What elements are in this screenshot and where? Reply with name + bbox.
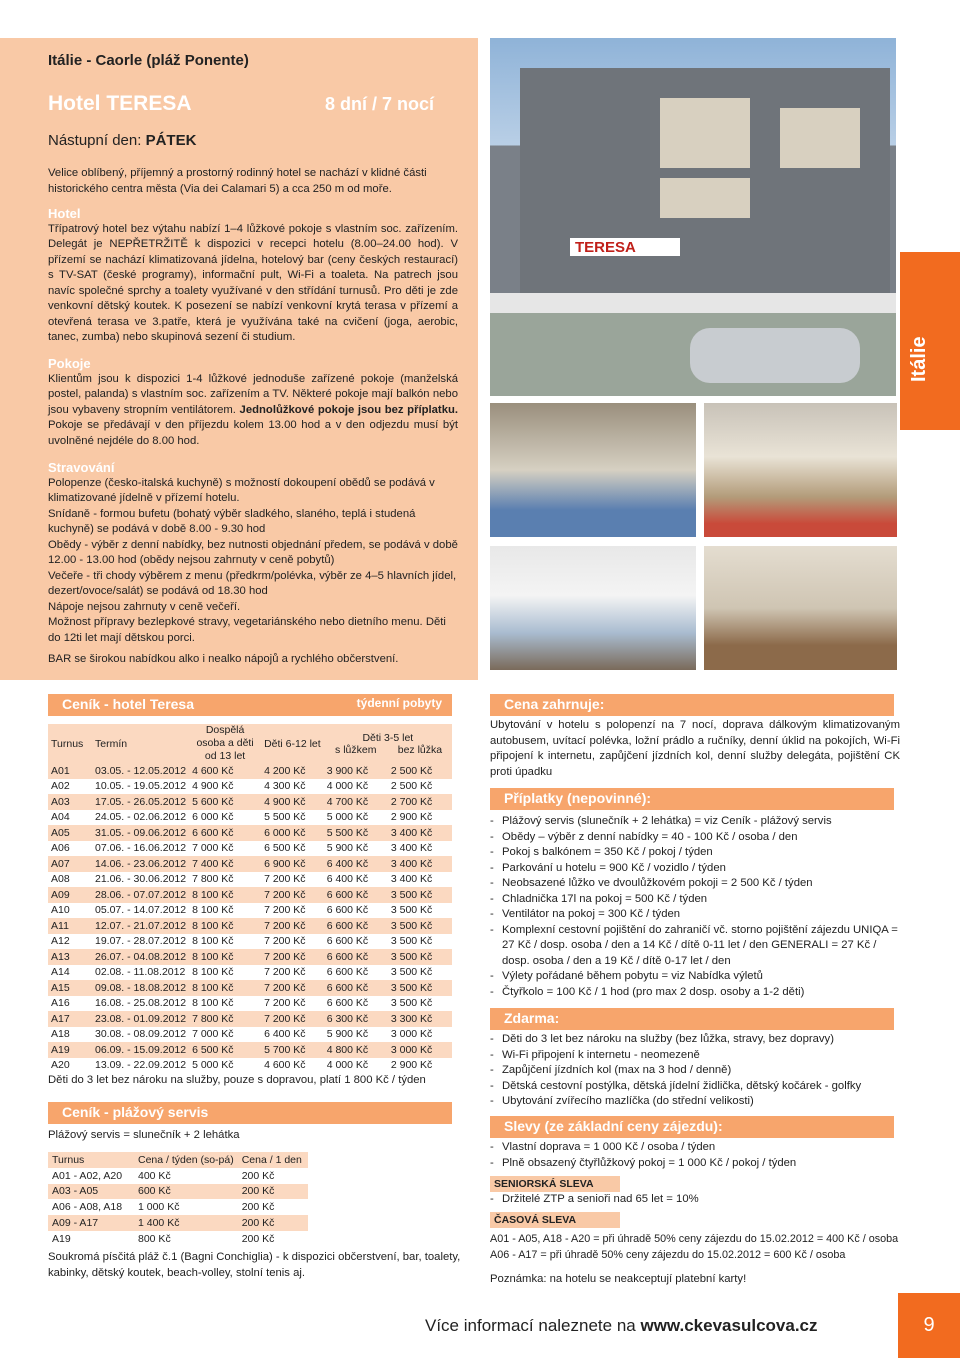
beach-row xyxy=(48,1199,308,1215)
price-cell: 7 000 Kč xyxy=(189,1027,261,1043)
list-item: - Plážový servis (slunečník + 2 lehátka) = viz Ceník - plážový servis xyxy=(490,814,900,830)
list-item: - Ventilátor na pokoj = 300 Kč / týden xyxy=(490,907,900,923)
meals-line: Večeře - tři chody výběrem z menu (předkrm/polévka, výběr ze 4–5 hlavních jídel, dezert/ovoce/salát) se podává od 18.30 hod xyxy=(48,569,457,597)
meals-line: BAR se širokou nabídkou alko i nealko nápojů a rychlého občerstvení. xyxy=(48,653,399,665)
price-cell: 3 300 Kč xyxy=(388,1011,452,1027)
price-cell: A19 xyxy=(48,1042,92,1058)
hotel-section xyxy=(48,206,458,346)
price-cell: 4 000 Kč xyxy=(324,1058,388,1074)
list-item: - Čtyřkolo = 100 Kč / 1 hod (pro max 2 dosp. osoby a 1-2 děti) xyxy=(490,985,900,1001)
price-cell: 6 600 Kč xyxy=(324,934,388,950)
price-cell: 5 000 Kč xyxy=(324,810,388,826)
price-cell: A14 xyxy=(48,965,92,981)
price-cell: 4 200 Kč xyxy=(261,763,324,779)
price-cell: 2 900 Kč xyxy=(388,810,452,826)
beach-cell: A09 - A17 xyxy=(48,1215,134,1231)
beach-cell: 600 Kč xyxy=(134,1184,238,1200)
price-table-header xyxy=(48,694,452,716)
price-cell: 5 600 Kč xyxy=(189,794,261,810)
price-cell: 14.06. - 23.06.2012 xyxy=(92,856,189,872)
beach-cell: 1 000 Kč xyxy=(138,1201,180,1214)
meals-line: Obědy - výběr z denní nabídky, bez nutnosti objednání předem, se podává v době 12.00 - 13.00 hod (obědy nejsou zahrnuty v ceně pobytů) xyxy=(48,538,458,566)
price-cell: 6 600 Kč xyxy=(324,918,388,934)
price-cell: 6 400 Kč xyxy=(324,856,388,872)
meals-heading: Stravování xyxy=(48,460,115,475)
duration: 8 dní / 7 nocí xyxy=(325,94,435,114)
hotel-sign-text: TERESA xyxy=(575,239,636,256)
price-cell: 26.07. - 04.08.2012 xyxy=(92,949,189,965)
price-row xyxy=(48,856,452,872)
price-cell: A05 xyxy=(48,825,92,841)
price-cell: 06.09. - 15.09.2012 xyxy=(92,1042,189,1058)
hotel-exterior-photo xyxy=(490,38,896,396)
price-row xyxy=(48,825,452,841)
extras-list xyxy=(490,814,900,1000)
beach-table-head xyxy=(48,1152,308,1168)
hotel-name: Hotel TERESA xyxy=(48,92,192,115)
price-cell: 10.05. - 19.05.2012 xyxy=(92,779,189,795)
price-cell: 8 100 Kč xyxy=(189,980,261,996)
price-cell: 3 500 Kč xyxy=(388,887,452,903)
price-cell: 21.06. - 30.06.2012 xyxy=(92,872,189,888)
price-row xyxy=(48,1042,452,1058)
beach-cell: 200 Kč xyxy=(241,1232,275,1245)
discounts-header xyxy=(490,1116,894,1138)
col-nobed: bez lůžka xyxy=(397,743,443,756)
list-item: - Ubytování zvířecího mazlíčka (do střední velikosti) xyxy=(490,1094,900,1110)
price-cell: 2 500 Kč xyxy=(388,779,452,795)
included-header xyxy=(490,694,894,716)
time-discount-lines xyxy=(490,1232,900,1263)
price-cell: 12.07. - 21.07.2012 xyxy=(92,918,189,934)
price-cell: 3 500 Kč xyxy=(388,965,452,981)
beach-table xyxy=(48,1152,308,1247)
extras-title: Příplatky (nepovinné): xyxy=(504,790,652,806)
beach-desc: Plážový servis = slunečník + 2 lehátka xyxy=(48,1129,240,1141)
beach-cell: A19 xyxy=(52,1232,71,1245)
price-cell: 3 400 Kč xyxy=(388,841,452,857)
price-cell: 6 900 Kč xyxy=(261,856,324,872)
beach-cell: A03 - A05 xyxy=(48,1184,134,1200)
free-title: Zdarma: xyxy=(504,1010,560,1026)
beach-table-body xyxy=(48,1168,308,1247)
price-cell: A12 xyxy=(48,934,92,950)
rooms-text-1: Klientům jsou k dispozici 1-4 lůžkové jednoduše zařízené pokoje (manželská postel, palanda) s vlastním soc. zařízením a TV. Některé pokoje mají balkón nebo jsou vybaveny stropním ventilátorem. xyxy=(48,372,458,416)
price-cell: 6 000 Kč xyxy=(261,825,324,841)
price-cell: 8 100 Kč xyxy=(189,903,261,919)
price-cell: A16 xyxy=(48,996,92,1012)
price-cell: 09.08. - 18.08.2012 xyxy=(92,980,189,996)
discounts-title: Slevy (ze základní ceny zájezdu): xyxy=(504,1118,723,1134)
price-cell: 3 500 Kč xyxy=(388,980,452,996)
beach-cell: 400 Kč xyxy=(138,1169,171,1182)
senior-discount-heading: SENIORSKÁ SLEVA xyxy=(490,1176,620,1192)
beach-row xyxy=(48,1231,308,1247)
rooms-section xyxy=(48,356,458,449)
price-cell: 3 000 Kč xyxy=(388,1042,452,1058)
list-item: - Wi-Fi připojení k internetu - neomezeně xyxy=(490,1048,900,1064)
beach-row xyxy=(48,1184,308,1200)
meals-line: Možnost přípravy bezlepkové stravy, vegetariánského nebo dietního menu. Děti do 12ti let mají dětskou porci. xyxy=(48,616,446,644)
price-cell: 3 500 Kč xyxy=(388,903,452,919)
location-title: Itálie - Caorle (pláž Ponente) xyxy=(48,52,249,69)
price-cell: 4 900 Kč xyxy=(261,794,324,810)
departure-label: Nástupní den: xyxy=(48,132,142,149)
price-cell: 8 100 Kč xyxy=(189,949,261,965)
price-cell: 8 100 Kč xyxy=(189,934,261,950)
list-item: - Neobsazené lůžko ve dvoulůžkovém pokoji = 2 500 Kč / týden xyxy=(490,876,900,892)
price-cell: 7 200 Kč xyxy=(261,1011,324,1027)
price-cell: A15 xyxy=(48,980,92,996)
price-cell: 7 200 Kč xyxy=(261,965,324,981)
price-cell: 7 200 Kč xyxy=(261,980,324,996)
list-item: - Držitelé ZTP a senioři nad 65 let = 10% xyxy=(490,1192,900,1208)
price-cell: 2 900 Kč xyxy=(388,1058,452,1074)
hotel-heading: Hotel xyxy=(48,206,81,221)
col-child-3-5-label: Děti 3-5 let xyxy=(362,731,414,744)
beach-cell: A06 - A08, A18 xyxy=(52,1201,123,1214)
footer-text xyxy=(425,1316,818,1336)
price-cell: 6 600 Kč xyxy=(324,980,388,996)
page-number: 9 xyxy=(898,1293,960,1358)
rooms-text xyxy=(48,372,458,450)
price-cell: 7 400 Kč xyxy=(189,856,261,872)
terrace-photo xyxy=(490,403,696,537)
meals-line: Snídaně - formou bufetu (bohatý výběr sladkého, slaného, teplá i studená kuchyně) se podává v době 8.00 - 9.30 hod xyxy=(48,507,416,535)
price-cell: 17.05. - 26.05.2012 xyxy=(92,794,189,810)
price-cell: 6 400 Kč xyxy=(324,872,388,888)
price-row xyxy=(48,794,452,810)
price-cell: 6 600 Kč xyxy=(324,949,388,965)
list-item: - Výlety pořádané během pobytu = viz Nabídka výletů xyxy=(490,969,900,985)
beach-cell: 800 Kč xyxy=(138,1232,171,1245)
price-cell: 6 600 Kč xyxy=(324,996,388,1012)
price-cell: 6 000 Kč xyxy=(189,810,261,826)
price-row xyxy=(48,763,452,779)
meals-line: Nápoje nejsou zahrnuty v ceně večeří. xyxy=(48,600,241,613)
price-cell: 4 900 Kč xyxy=(189,779,261,795)
price-cell: 3 400 Kč xyxy=(388,825,452,841)
rooms-text-2: Pokoje se předávají v den příjezdu kolem 13.00 hod a v den odjezdu musí být uvolněné nejdéle do 8.00 hod. xyxy=(48,419,458,447)
price-row xyxy=(48,1011,452,1027)
price-cell: 4 000 Kč xyxy=(324,779,388,795)
price-cell: A01 xyxy=(48,763,92,779)
included-title: Cena zahrnuje: xyxy=(504,696,605,712)
hotel-text: Třípatrový hotel bez výtahu nabízí 1–4 lůžkové pokoje s vlastním soc. zařízením. Delegát je NEPŘETRŽITĚ k dispozici v recepci hotelu (8.00–24.00 hod). V přízemí se nachází klimatizovaná jídelna, hotelový bar (ceny českých restaurací) s TV-SAT (české programy), informační pult, Wi-Fi a toaleta. Na patrech jsou navíc společné sprchy a toalety využívané v den střídání turnusů. Pro děti je zde venkovní dětský koutek. K posezení se nabízí venkovní krytá terasa v přízemí a otevřená terasa ve 3.patře, která je využívána také na cvičení (joga, aerobic, tanec, zumba) nebo skupinová sezení či studium. xyxy=(48,222,458,343)
list-item: - Komplexní cestovní pojištění do zahraničí vč. storno pojištění zájezdu UNIQA = 27 Kč / dosp. osoba / den a 14 Kč / dítě 0-11 let / den GENERALI = 27 Kč / dosp. osoba / den a 19 Kč / dítě 0-17 let / den xyxy=(490,923,900,970)
price-cell: 7 200 Kč xyxy=(261,996,324,1012)
list-item: - Parkování u hotelu = 900 Kč / vozidlo / týden xyxy=(490,861,900,877)
beach-header xyxy=(48,1102,452,1124)
beach-cell: 200 Kč xyxy=(238,1215,308,1231)
price-row xyxy=(48,980,452,996)
dining-room-photo xyxy=(490,546,696,670)
list-item: - Plně obsazený čtyřlůžkový pokoj = 1 000 Kč / pokoj / týden xyxy=(490,1156,900,1172)
price-cell: A10 xyxy=(48,903,92,919)
price-cell: 7 200 Kč xyxy=(261,887,324,903)
price-cell: A03 xyxy=(48,794,92,810)
price-cell: 8 100 Kč xyxy=(189,965,261,981)
time-discount-heading: ČASOVÁ SLEVA xyxy=(490,1212,620,1228)
price-cell: 8 100 Kč xyxy=(189,996,261,1012)
beach-title: Ceník - plážový servis xyxy=(62,1104,209,1120)
beach-col-turnus: Turnus xyxy=(48,1152,134,1168)
price-cell: 6 600 Kč xyxy=(324,903,388,919)
price-cell: A11 xyxy=(48,918,92,934)
price-cell: 3 000 Kč xyxy=(388,1027,452,1043)
list-item: - Obědy – výběr z denní nabídky = 40 - 100 Kč / osoba / den xyxy=(490,830,900,846)
list-item: - Zapůjčení jízdních kol (max na 3 hod / denně) xyxy=(490,1063,900,1079)
list-item: - Chladnička 17l na pokoj = 500 Kč / týden xyxy=(490,892,900,908)
price-cell: 3 400 Kč xyxy=(388,872,452,888)
list-item: - Děti do 3 let bez nároku na služby (bez lůžka, stravy, bez dopravy) xyxy=(490,1032,900,1048)
price-cell: 13.09. - 22.09.2012 xyxy=(92,1058,189,1074)
price-cell: 3 500 Kč xyxy=(388,996,452,1012)
price-cell: A02 xyxy=(48,779,92,795)
col-turnus: Turnus xyxy=(48,724,92,763)
beach-note: Soukromá písčitá pláž č.1 (Bagni Conchiglia) - k dispozici občerstvení, bar, toalety, kabinky, dětský koutek, beach-volley, stolní tenis aj. xyxy=(48,1251,461,1279)
price-table-head xyxy=(48,724,452,763)
beach-cell: A01 - A02, A20 xyxy=(52,1169,123,1182)
price-cell: 6 400 Kč xyxy=(261,1027,324,1043)
price-cell: 7 800 Kč xyxy=(189,872,261,888)
price-cell: 7 200 Kč xyxy=(261,903,324,919)
price-cell: 6 500 Kč xyxy=(261,841,324,857)
beach-col-week: Cena / týden (so-pá) xyxy=(134,1152,238,1168)
price-cell: 07.06. - 16.06.2012 xyxy=(92,841,189,857)
price-cell: 4 300 Kč xyxy=(261,779,324,795)
beach-col-day: Cena / 1 den xyxy=(238,1152,308,1168)
price-cell: A13 xyxy=(48,949,92,965)
price-row xyxy=(48,810,452,826)
footer-label: Více informací naleznete na xyxy=(425,1316,636,1335)
price-cell: 2 500 Kč xyxy=(388,763,452,779)
price-row xyxy=(48,1058,452,1074)
departure xyxy=(48,132,196,149)
discounts-list xyxy=(490,1140,900,1171)
price-row xyxy=(48,872,452,888)
price-cell: 6 500 Kč xyxy=(189,1042,261,1058)
price-row xyxy=(48,996,452,1012)
price-cell: 5 700 Kč xyxy=(261,1042,324,1058)
meals-section xyxy=(48,460,458,668)
price-cell: 30.08. - 08.09.2012 xyxy=(92,1027,189,1043)
price-row xyxy=(48,949,452,965)
price-cell: 5 000 Kč xyxy=(189,1058,261,1074)
price-row xyxy=(48,779,452,795)
country-tab xyxy=(900,252,960,430)
price-cell: 6 300 Kč xyxy=(324,1011,388,1027)
price-row xyxy=(48,1027,452,1043)
list-item: - Pokoj s balkónem = 350 Kč / pokoj / týden xyxy=(490,845,900,861)
price-row xyxy=(48,965,452,981)
price-cell: A18 xyxy=(48,1027,92,1043)
col-child-6-12: Děti 6-12 let xyxy=(261,724,324,763)
price-note: Děti do 3 let bez nároku na služby, pouze s dopravou, platí 1 800 Kč / týden xyxy=(48,1074,426,1086)
price-cell: 31.05. - 09.06.2012 xyxy=(92,825,189,841)
price-cell: A06 xyxy=(48,841,92,857)
col-child-3-5-sub xyxy=(324,744,452,756)
price-cell: 4 800 Kč xyxy=(324,1042,388,1058)
price-cell: 3 500 Kč xyxy=(388,918,452,934)
beach-cell: 1 400 Kč xyxy=(134,1215,238,1231)
price-cell: 3 500 Kč xyxy=(388,934,452,950)
beach-cell: 200 Kč xyxy=(241,1201,275,1214)
price-cell: 7 200 Kč xyxy=(261,949,324,965)
price-cell: 16.08. - 25.08.2012 xyxy=(92,996,189,1012)
senior-discount-list xyxy=(490,1192,900,1208)
price-cell: 23.08. - 01.09.2012 xyxy=(92,1011,189,1027)
included-text: Ubytování v hotelu s polopenzí na 7 nocí, doprava dálkovým klimatizovaným autobusem, uvítací polévka, ložní prádlo a ručníky, denní úklid na pokojích, Wi-Fi připojení k internetu, zapůjčení jízdních kol, denní služby delegáta, pojištění CK proti úpadku xyxy=(490,719,900,778)
price-cell: 02.08. - 11.08.2012 xyxy=(92,965,189,981)
price-cell: 2 700 Kč xyxy=(388,794,452,810)
price-table-title: Ceník - hotel Teresa xyxy=(62,696,195,712)
price-cell: 7 800 Kč xyxy=(189,1011,261,1027)
rooms-bold: Jednolůžkové pokoje jsou bez příplatku. xyxy=(239,403,459,416)
price-cell: 19.07. - 28.07.2012 xyxy=(92,934,189,950)
price-table xyxy=(48,724,452,1073)
beach-row xyxy=(48,1215,308,1231)
price-table-body xyxy=(48,763,452,1073)
meals-line: Polopenze (česko-italská kuchyně) s možností dokoupení obědů se podává v klimatizované jídelně v přízemí hotelu. xyxy=(48,476,435,504)
departure-day: PÁTEK xyxy=(145,132,197,149)
intro-text: Velice oblíbený, příjemný a prostorný rodinný hotel se nachází v klidné části historického centra města (Via dei Calamari 5) a cca 250 m od moře. xyxy=(48,167,427,195)
price-cell: 8 100 Kč xyxy=(189,887,261,903)
price-cell: 4 600 Kč xyxy=(189,763,261,779)
beach-cell: 200 Kč xyxy=(238,1184,308,1200)
price-cell: 5 500 Kč xyxy=(261,810,324,826)
price-cell: 6 600 Kč xyxy=(189,825,261,841)
beach-row xyxy=(48,1168,308,1184)
price-cell: A04 xyxy=(48,810,92,826)
col-adult: Dospělá osoba a děti od 13 let xyxy=(189,724,261,763)
free-list xyxy=(490,1032,900,1110)
price-cell: 05.07. - 14.07.2012 xyxy=(92,903,189,919)
price-cell: 28.06. - 07.07.2012 xyxy=(92,887,189,903)
price-cell: 7 200 Kč xyxy=(261,934,324,950)
price-row xyxy=(48,887,452,903)
bar-photo xyxy=(704,403,897,537)
price-row xyxy=(48,934,452,950)
price-cell: A09 xyxy=(48,887,92,903)
price-row xyxy=(48,841,452,857)
price-cell: 4 600 Kč xyxy=(261,1058,324,1074)
price-cell: 5 500 Kč xyxy=(324,825,388,841)
price-cell: A20 xyxy=(48,1058,92,1074)
country-tab-label: Itálie xyxy=(908,336,930,382)
list-item: - Dětská cestovní postýlka, dětská jídelní židlička, dětský kočárek - golfky xyxy=(490,1079,900,1095)
price-cell: 24.05. - 02.06.2012 xyxy=(92,810,189,826)
price-cell: 3 500 Kč xyxy=(388,949,452,965)
price-cell: 6 600 Kč xyxy=(324,887,388,903)
price-cell: A07 xyxy=(48,856,92,872)
price-cell: A08 xyxy=(48,872,92,888)
bedroom-photo xyxy=(704,546,897,670)
price-cell: 8 100 Kč xyxy=(189,918,261,934)
hotel-building-image xyxy=(490,38,896,396)
col-termin: Termín xyxy=(92,724,189,763)
col-bed: s lůžkem xyxy=(335,743,377,756)
price-cell: 7 200 Kč xyxy=(261,918,324,934)
price-cell: 7 000 Kč xyxy=(189,841,261,857)
price-cell: 3 400 Kč xyxy=(388,856,452,872)
price-cell: 5 900 Kč xyxy=(324,1027,388,1043)
price-row xyxy=(48,918,452,934)
rooms-heading: Pokoje xyxy=(48,356,91,371)
list-item: - Vlastní doprava = 1 000 Kč / osoba / týden xyxy=(490,1140,900,1156)
free-header xyxy=(490,1008,894,1030)
col-child-3-5 xyxy=(324,724,452,763)
price-cell: 3 900 Kč xyxy=(324,763,388,779)
footer-url[interactable]: www.ckevasulcova.cz xyxy=(640,1316,818,1335)
price-cell: 6 600 Kč xyxy=(324,965,388,981)
time-discount-line: A06 - A17 = při úhradě 50% ceny zájezdu do 15.02.2012 = 600 Kč / osoba xyxy=(490,1248,846,1261)
price-cell: 4 700 Kč xyxy=(324,794,388,810)
price-cell: 7 200 Kč xyxy=(261,872,324,888)
price-cell: 03.05. - 12.05.2012 xyxy=(92,763,189,779)
extras-header xyxy=(490,788,894,810)
beach-cell: 200 Kč xyxy=(241,1169,275,1182)
payment-remark: Poznámka: na hotelu se neakceptují platební karty! xyxy=(490,1273,747,1285)
price-cell: A17 xyxy=(48,1011,92,1027)
price-table-subtitle: týdenní pobyty xyxy=(356,696,442,710)
price-row xyxy=(48,903,452,919)
time-discount-line: A01 - A05, A18 - A20 = při úhradě 50% ceny zájezdu do 15.02.2012 = 400 Kč / osoba xyxy=(490,1233,899,1245)
price-cell: 5 900 Kč xyxy=(324,841,388,857)
